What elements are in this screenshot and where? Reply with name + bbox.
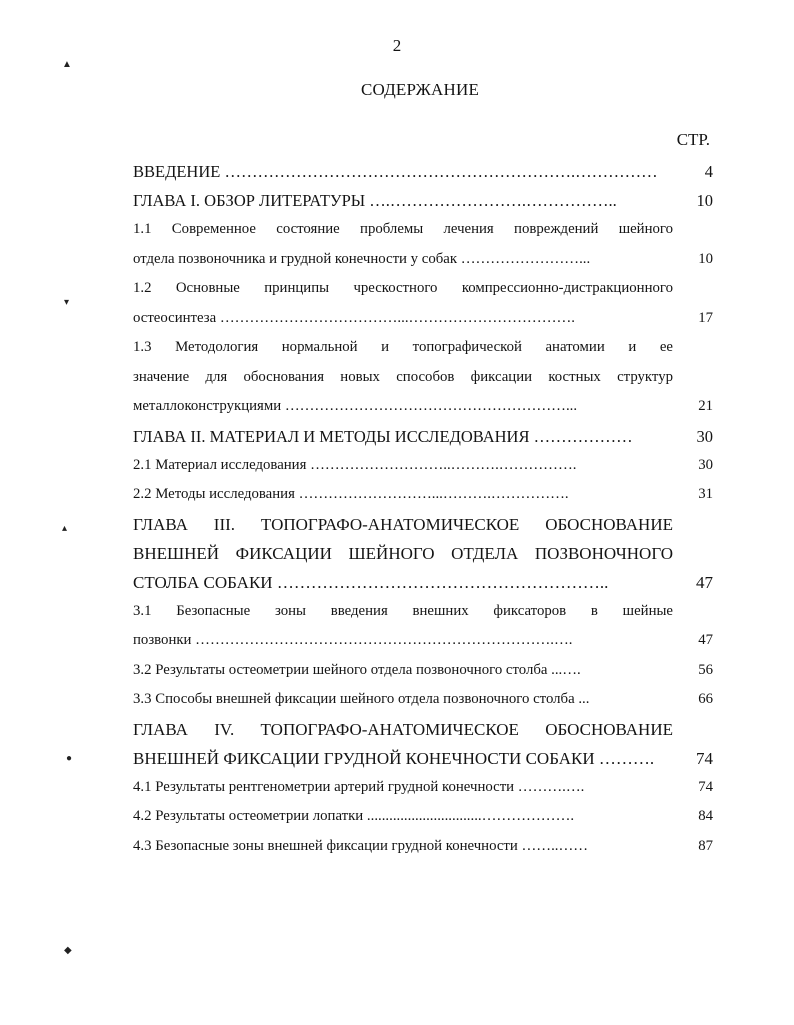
scan-speck-mark: ▾: [64, 297, 70, 308]
toc-entry: [133, 215, 713, 274]
toc-entry: [133, 802, 713, 832]
toc-entry-text-line: 4.2 Результаты остеометрии лопатки ...............................……………….: [133, 808, 575, 824]
toc-entry-text-line: позвонки ……………………………………………………………….….: [133, 632, 573, 648]
scan-speck-mark: ◆: [64, 945, 72, 956]
toc-entry-text-line: 4.1 Результаты рентгенометрии артерий грудной конечности ……….….: [133, 778, 585, 795]
toc-entry-text-line: отдела позвоночника и грудной конечности у собак ……………………...: [133, 250, 591, 267]
toc-entry: [133, 685, 713, 715]
toc-entry-page-number: 84: [698, 808, 713, 824]
toc-entry-text-line: ВНЕШНЕЙ ФИКСАЦИИ ГРУДНОЙ КОНЕЧНОСТИ СОБАКИ ……….: [133, 748, 655, 768]
toc-entry-page-number: 74: [696, 748, 713, 768]
toc-entry-text-line: ГЛАВА III. ТОПОГРАФО-АНАТОМИЧЕСКОЕ ОБОСНОВАНИЕ: [133, 514, 673, 534]
toc-entry-page-number: 56: [698, 661, 713, 678]
toc-entry-page-number: 30: [698, 456, 713, 473]
toc-entry-page-number: 47: [696, 572, 713, 592]
toc-entry-text-line: 2.1 Материал исследования ………………………..……….…………….: [133, 456, 577, 473]
toc-entry-page-number: 66: [698, 691, 713, 707]
toc-entry: [133, 451, 713, 481]
toc-entry: [133, 715, 713, 773]
toc-entry-text-line: ГЛАВА II. МАТЕРИАЛ И МЕТОДЫ ИССЛЕДОВАНИЯ ………………: [133, 426, 633, 446]
toc-entry-text-line: 1.1 Современное состояние проблемы лечения повреждений шейного: [133, 221, 673, 237]
page-title: СОДЕРЖАНИЕ: [360, 80, 480, 99]
toc-entry-page-number: 74: [698, 778, 713, 795]
toc-entry: [133, 157, 713, 186]
toc-entry-page-number: 21: [698, 398, 713, 414]
toc-entry: [133, 422, 713, 451]
toc-entry-text-line: 2.2 Методы исследования ………………………...……….…………….: [133, 486, 569, 502]
toc-entry-page-number: 10: [698, 250, 713, 267]
toc-entry-text-line: 3.3 Способы внешней фиксации шейного отдела позвоночного столба ...: [133, 691, 590, 707]
toc-entry-page-number: 17: [698, 309, 713, 326]
toc-entry: [133, 656, 713, 686]
toc-entry-page-number: 31: [698, 486, 713, 502]
toc-entry-text-line: ГЛАВА IV. ТОПОГРАФО-АНАТОМИЧЕСКОЕ ОБОСНОВАНИЕ: [133, 719, 673, 739]
page-column-label: СТР.: [676, 130, 710, 149]
toc-entry-text-line: остеосинтеза ………………………………...…………………………….: [133, 309, 575, 326]
toc-entry-text-line: 4.3 Безопасные зоны внешней фиксации грудной конечности ……..……: [133, 837, 589, 854]
toc-entry: [133, 773, 713, 803]
toc-entry: [133, 186, 713, 215]
toc-entry-text-line: 1.2 Основные принципы чрескостного компрессионно-дистракционного: [133, 280, 673, 296]
toc-entry: [133, 480, 713, 510]
toc-entry: [133, 597, 713, 656]
table-of-contents: [133, 157, 713, 861]
toc-entry: [133, 333, 713, 422]
page-number: 2: [392, 36, 402, 55]
toc-entry-text-line: СТОЛБА СОБАКИ …………………………………………………..: [133, 572, 609, 592]
scan-speck-mark: ▴: [62, 523, 68, 534]
toc-entry: [133, 274, 713, 333]
toc-entry-page-number: 47: [698, 632, 713, 648]
scan-speck-mark: ▲: [62, 59, 72, 70]
toc-entry-text-line: 1.3 Методология нормальной и топографической анатомии и ее: [133, 339, 673, 355]
toc-entry-text-line: 3.2 Результаты остеометрии шейного отдела позвоночного столба ...….: [133, 661, 581, 678]
toc-entry: [133, 832, 713, 862]
toc-entry-page-number: 30: [696, 426, 713, 446]
toc-entry-page-number: 87: [698, 837, 713, 854]
toc-entry-text-line: металлоконструкциями …………………………………………………...: [133, 398, 578, 414]
toc-entry-text-line: ВВЕДЕНИЕ ……………………………………………………….……………: [133, 162, 658, 181]
toc-entry-page-number: 10: [696, 191, 713, 210]
toc-entry-text-line: значение для обоснования новых способов фиксации костных структур: [133, 368, 673, 385]
toc-entry: [133, 510, 713, 597]
toc-entry-text-line: ВНЕШНЕЙ ФИКСАЦИИ ШЕЙНОГО ОТДЕЛА ПОЗВОНОЧНОГО: [133, 543, 673, 563]
toc-entry-text-line: 3.1 Безопасные зоны введения внешних фиксаторов в шейные: [133, 602, 673, 619]
toc-entry-text-line: ГЛАВА I. ОБЗОР ЛИТЕРАТУРЫ ….…………………….……………..: [133, 191, 617, 210]
toc-entry-page-number: 4: [704, 162, 713, 181]
scan-speck-mark: ●: [66, 753, 73, 764]
